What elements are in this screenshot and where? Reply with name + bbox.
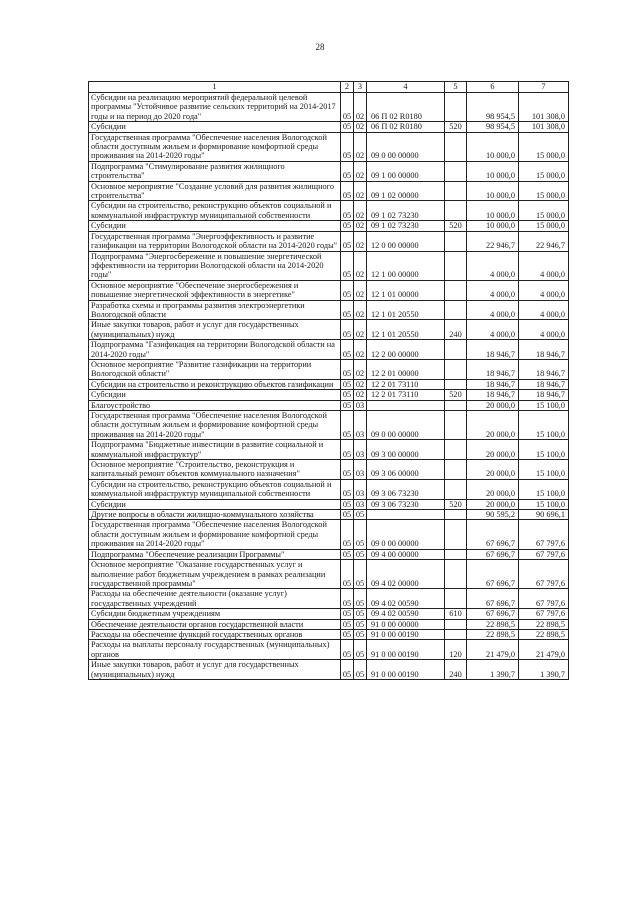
row-target-code-cell: 09 1 02 73230 [367,201,445,221]
row-section-cell: 05 [341,549,354,559]
row-expense-type-cell [445,479,467,499]
table-row [89,619,569,629]
row-subsection-cell: 03 [354,411,367,440]
table-row [89,161,569,181]
row-value-year1-cell: 20 000,0 [467,499,519,509]
row-section-cell: 05 [341,251,354,280]
row-section-cell: 05 [341,181,354,201]
table-row [89,400,569,410]
row-expense-type-cell: 610 [445,609,467,619]
row-value-year1-cell: 20 000,0 [467,411,519,440]
row-section-cell: 05 [341,320,354,340]
row-name-cell: Субсидии бюджетным учреждениям [89,609,341,619]
row-value-year1-cell: 1 390,7 [467,660,519,680]
row-expense-type-cell [445,201,467,221]
row-subsection-cell: 03 [354,499,367,509]
row-value-year2-cell: 4 000,0 [519,320,569,340]
row-expense-type-cell [445,251,467,280]
row-expense-type-cell [445,629,467,639]
row-expense-type-cell [445,589,467,609]
row-value-year1-cell: 90 595,2 [467,510,519,520]
row-value-year1-cell: 20 000,0 [467,400,519,410]
row-target-code-cell: 09 3 06 00000 [367,460,445,480]
row-value-year2-cell: 1 390,7 [519,660,569,680]
row-name-cell: Основное мероприятие "Развитие газификации на территории Вологодской области" [89,359,341,379]
row-name-cell: Субсидии [89,390,341,400]
row-expense-type-cell [445,510,467,520]
row-subsection-cell: 03 [354,460,367,480]
table-row [89,359,569,379]
row-value-year1-cell: 18 946,7 [467,390,519,400]
row-target-code-cell: 12 0 00 00000 [367,231,445,251]
row-name-cell: Государственная программа "Энергоэффективность и развитие газификации на территории Вологодской области на 2014-2020 годы" [89,231,341,251]
table-row [89,251,569,280]
row-target-code-cell: 06 П 02 R0180 [367,122,445,132]
row-subsection-cell: 05 [354,609,367,619]
row-target-code-cell: 12 2 01 73110 [367,379,445,389]
row-section-cell: 05 [341,411,354,440]
row-value-year2-cell: 67 797,6 [519,560,569,589]
row-target-code-cell: 91 0 00 00000 [367,619,445,629]
row-name-cell: Государственная программа "Обеспечение населения Вологодской области доступным жильем и формирование комфортной среды проживания на 2014-2020 годы" [89,520,341,549]
row-target-code-cell: 12 1 01 20550 [367,300,445,320]
row-subsection-cell: 02 [354,251,367,280]
table-row [89,340,569,360]
row-name-cell: Обеспечение деятельности органов государственной власти [89,619,341,629]
row-name-cell: Субсидии [89,122,341,132]
row-name-cell: Субсидии на строительство, реконструкцию объектов социальной и коммунальной инфраструктур муниципальной собственности [89,479,341,499]
row-value-year2-cell: 67 797,6 [519,609,569,619]
row-value-year1-cell: 4 000,0 [467,300,519,320]
row-name-cell: Государственная программа "Обеспечение населения Вологодской области доступным жильем и формирование комфортной среды проживания на 2014-2020 годы" [89,411,341,440]
row-target-code-cell: 91 0 00 00190 [367,640,445,660]
row-value-year2-cell: 67 797,6 [519,520,569,549]
row-subsection-cell: 05 [354,629,367,639]
row-expense-type-cell: 120 [445,640,467,660]
row-value-year1-cell: 18 946,7 [467,340,519,360]
row-expense-type-cell: 520 [445,221,467,231]
row-section-cell: 05 [341,280,354,300]
row-name-cell: Основное мероприятие "Оказание государственных услуг и выполнение работ бюджетным учреждением в рамках реализации государственной программы" [89,560,341,589]
row-name-cell: Подпрограмма "Бюджетные инвестиции в развитие социальной и коммунальной инфраструктур" [89,440,341,460]
row-name-cell: Иные закупки товаров, работ и услуг для государственных (муниципальных) нужд [89,660,341,680]
row-value-year2-cell: 15 100,0 [519,460,569,480]
row-value-year1-cell: 18 946,7 [467,359,519,379]
table-row [89,132,569,161]
header-cell-5: 5 [445,82,467,93]
row-name-cell: Другие вопросы в области жилищно-коммунального хозяйства [89,510,341,520]
row-section-cell: 05 [341,609,354,619]
row-expense-type-cell [445,359,467,379]
row-target-code-cell: 09 4 02 00000 [367,560,445,589]
row-expense-type-cell [445,560,467,589]
row-target-code-cell: 91 0 00 00190 [367,629,445,639]
row-section-cell: 05 [341,460,354,480]
row-value-year1-cell: 20 000,0 [467,460,519,480]
row-subsection-cell: 02 [354,359,367,379]
row-value-year1-cell: 67 696,7 [467,549,519,559]
row-value-year1-cell: 10 000,0 [467,221,519,231]
row-target-code-cell: 12 1 01 00000 [367,280,445,300]
row-section-cell: 05 [341,221,354,231]
row-subsection-cell: 05 [354,619,367,629]
row-name-cell: Разработка схемы и программы развития электроэнергетики Вологодской области [89,300,341,320]
row-subsection-cell: 05 [354,589,367,609]
row-section-cell: 05 [341,510,354,520]
row-value-year2-cell: 15 100,0 [519,499,569,509]
row-name-cell: Государственная программа "Обеспечение населения Вологодской области доступным жильем и формирование комфортной среды проживания на 2014-2020 годы" [89,132,341,161]
row-target-code-cell: 09 1 02 00000 [367,181,445,201]
row-value-year2-cell: 4 000,0 [519,280,569,300]
row-value-year1-cell: 98 954,5 [467,93,519,122]
row-name-cell: Субсидии [89,221,341,231]
row-subsection-cell: 02 [354,340,367,360]
row-name-cell: Основное мероприятие "Создание условий для развития жилищного строительства" [89,181,341,201]
row-section-cell: 05 [341,660,354,680]
row-value-year2-cell: 15 100,0 [519,479,569,499]
table-row [89,520,569,549]
table-row [89,629,569,639]
row-target-code-cell: 09 3 00 00000 [367,440,445,460]
budget-table [88,81,569,680]
row-value-year1-cell: 67 696,7 [467,560,519,589]
row-target-code-cell: 12 2 00 00000 [367,340,445,360]
row-expense-type-cell [445,280,467,300]
row-value-year1-cell: 22 898,5 [467,619,519,629]
row-section-cell: 05 [341,499,354,509]
row-expense-type-cell [445,340,467,360]
row-subsection-cell: 02 [354,122,367,132]
row-expense-type-cell [445,411,467,440]
table-row [89,660,569,680]
row-value-year2-cell: 15 100,0 [519,411,569,440]
row-name-cell: Расходы на обеспечение функций государственных органов [89,629,341,639]
row-target-code-cell: 09 0 00 00000 [367,411,445,440]
row-target-code-cell: 09 4 00 00000 [367,549,445,559]
table-row [89,390,569,400]
row-name-cell: Субсидии на строительство, реконструкцию объектов социальной и коммунальной инфраструктур муниципальной собственности [89,201,341,221]
table-row [89,93,569,122]
row-value-year2-cell: 15 000,0 [519,161,569,181]
row-value-year2-cell: 4 000,0 [519,251,569,280]
row-expense-type-cell [445,440,467,460]
row-subsection-cell: 02 [354,161,367,181]
row-section-cell: 05 [341,231,354,251]
row-expense-type-cell [445,460,467,480]
row-section-cell: 05 [341,300,354,320]
row-subsection-cell: 02 [354,93,367,122]
row-target-code-cell: 91 0 00 00190 [367,660,445,680]
row-subsection-cell: 02 [354,201,367,221]
row-target-code-cell: 09 0 00 00000 [367,132,445,161]
row-section-cell: 05 [341,560,354,589]
row-value-year2-cell: 15 100,0 [519,400,569,410]
row-value-year2-cell: 22 898,5 [519,629,569,639]
row-name-cell: Расходы на выплаты персоналу государственных (муниципальных) органов [89,640,341,660]
table-row [89,609,569,619]
row-value-year2-cell: 90 696,1 [519,510,569,520]
row-name-cell: Подпрограмма "Газификация на территории Вологодской области на 2014-2020 годы" [89,340,341,360]
row-target-code-cell: 09 3 06 73230 [367,479,445,499]
table-row [89,411,569,440]
row-name-cell: Иные закупки товаров, работ и услуг для государственных (муниципальных) нужд [89,320,341,340]
row-subsection-cell: 02 [354,221,367,231]
header-cell-6: 6 [467,82,519,93]
row-target-code-cell: 12 1 01 20550 [367,320,445,340]
row-section-cell: 05 [341,93,354,122]
row-value-year1-cell: 18 946,7 [467,379,519,389]
row-target-code-cell: 12 2 01 73110 [367,390,445,400]
row-section-cell: 05 [341,589,354,609]
row-value-year2-cell: 22 946,7 [519,231,569,251]
row-value-year1-cell: 10 000,0 [467,132,519,161]
row-value-year1-cell: 4 000,0 [467,251,519,280]
row-name-cell: Субсидии на реализацию мероприятий федеральной целевой программы "Устойчивое развитие сельских территорий на 2014-2017 годы и на период до 2020 года" [89,93,341,122]
row-target-code-cell: 12 2 01 00000 [367,359,445,379]
row-subsection-cell: 02 [354,300,367,320]
row-subsection-cell: 02 [354,181,367,201]
row-expense-type-cell: 520 [445,390,467,400]
row-section-cell: 05 [341,400,354,410]
row-subsection-cell: 05 [354,660,367,680]
row-value-year2-cell: 67 797,6 [519,589,569,609]
header-cell-7: 7 [519,82,569,93]
table-row [89,122,569,132]
table-row [89,560,569,589]
row-value-year2-cell: 101 308,0 [519,93,569,122]
table-row [89,231,569,251]
row-subsection-cell: 05 [354,560,367,589]
row-value-year2-cell: 101 308,0 [519,122,569,132]
row-name-cell: Благоустройство [89,400,341,410]
row-subsection-cell: 02 [354,320,367,340]
table-row [89,379,569,389]
row-value-year2-cell: 15 000,0 [519,201,569,221]
row-section-cell: 05 [341,201,354,221]
table-row [89,181,569,201]
row-expense-type-cell: 520 [445,499,467,509]
row-subsection-cell: 05 [354,520,367,549]
table-row [89,460,569,480]
row-name-cell: Подпрограмма "Стимулирование развития жилищного строительства" [89,161,341,181]
row-subsection-cell: 02 [354,132,367,161]
row-name-cell: Подпрограмма "Обеспечение реализации Программы" [89,549,341,559]
table-row [89,549,569,559]
row-target-code-cell: 09 4 02 00590 [367,589,445,609]
row-expense-type-cell: 240 [445,320,467,340]
row-section-cell: 05 [341,340,354,360]
row-subsection-cell: 05 [354,549,367,559]
row-target-code-cell: 09 0 00 00000 [367,520,445,549]
row-expense-type-cell [445,400,467,410]
row-target-code-cell: 06 П 02 R0180 [367,93,445,122]
table-row [89,479,569,499]
row-subsection-cell: 03 [354,440,367,460]
row-target-code-cell: 09 4 02 00590 [367,609,445,619]
row-target-code-cell: 09 1 00 00000 [367,161,445,181]
row-section-cell: 05 [341,629,354,639]
row-target-code-cell [367,400,445,410]
row-section-cell: 05 [341,161,354,181]
row-subsection-cell: 02 [354,231,367,251]
table-row [89,510,569,520]
table-row [89,201,569,221]
table-row [89,320,569,340]
row-value-year1-cell: 22 946,7 [467,231,519,251]
row-expense-type-cell [445,231,467,251]
row-section-cell: 05 [341,132,354,161]
row-expense-type-cell: 240 [445,660,467,680]
row-section-cell: 05 [341,640,354,660]
row-name-cell: Подпрограмма "Энергосбережение и повышение энергетической эффективности на территории Вологодской области на 2014-2020 годы" [89,251,341,280]
row-expense-type-cell [445,520,467,549]
row-expense-type-cell [445,132,467,161]
header-cell-3: 3 [354,82,367,93]
row-value-year2-cell: 18 946,7 [519,340,569,360]
row-value-year2-cell: 18 946,7 [519,379,569,389]
row-target-code-cell: 09 3 06 73230 [367,499,445,509]
row-value-year2-cell: 15 000,0 [519,181,569,201]
row-section-cell: 05 [341,379,354,389]
row-subsection-cell: 05 [354,510,367,520]
row-value-year1-cell: 20 000,0 [467,479,519,499]
row-subsection-cell: 05 [354,640,367,660]
row-value-year1-cell: 20 000,0 [467,440,519,460]
row-name-cell: Основное мероприятие "Обеспечение энергосбережения и повышение энергетической эффективности в энергетике" [89,280,341,300]
row-value-year1-cell: 21 479,0 [467,640,519,660]
row-name-cell: Основное мероприятие "Строительство, реконструкция и капитальный ремонт объектов коммунального назначения" [89,460,341,480]
row-value-year1-cell: 67 696,7 [467,609,519,619]
row-section-cell: 05 [341,440,354,460]
row-name-cell: Субсидии [89,499,341,509]
row-value-year1-cell: 98 954,5 [467,122,519,132]
row-value-year2-cell: 22 898,5 [519,619,569,629]
header-cell-2: 2 [341,82,354,93]
table-row [89,221,569,231]
row-expense-type-cell [445,549,467,559]
row-subsection-cell: 02 [354,280,367,300]
row-subsection-cell: 02 [354,379,367,389]
table-row [89,440,569,460]
header-cell-1: 1 [89,82,341,93]
row-value-year1-cell: 10 000,0 [467,201,519,221]
row-value-year1-cell: 4 000,0 [467,280,519,300]
row-value-year2-cell: 4 000,0 [519,300,569,320]
row-value-year1-cell: 67 696,7 [467,589,519,609]
row-target-code-cell: 12 1 00 00000 [367,251,445,280]
row-expense-type-cell [445,300,467,320]
row-section-cell: 05 [341,619,354,629]
header-cell-4: 4 [367,82,445,93]
row-target-code-cell: 09 1 02 73230 [367,221,445,231]
table-row [89,640,569,660]
row-expense-type-cell [445,93,467,122]
row-value-year1-cell: 10 000,0 [467,161,519,181]
row-section-cell: 05 [341,122,354,132]
row-subsection-cell: 03 [354,400,367,410]
table-row [89,280,569,300]
row-value-year1-cell: 22 898,5 [467,629,519,639]
row-value-year2-cell: 15 100,0 [519,440,569,460]
row-expense-type-cell [445,181,467,201]
row-subsection-cell: 02 [354,390,367,400]
table-header-row [89,82,569,93]
row-value-year2-cell: 18 946,7 [519,390,569,400]
row-section-cell: 05 [341,479,354,499]
row-value-year2-cell: 15 000,0 [519,132,569,161]
row-name-cell: Субсидии на строительство и реконструкцию объектов газификации [89,379,341,389]
table-row [89,589,569,609]
row-target-code-cell [367,510,445,520]
row-value-year1-cell: 67 696,7 [467,520,519,549]
row-value-year1-cell: 10 000,0 [467,181,519,201]
row-section-cell: 05 [341,520,354,549]
row-section-cell: 05 [341,359,354,379]
row-subsection-cell: 03 [354,479,367,499]
row-name-cell: Расходы на обеспечение деятельности (оказание услуг) государственных учреждений [89,589,341,609]
row-value-year2-cell: 18 946,7 [519,359,569,379]
row-value-year2-cell: 15 000,0 [519,221,569,231]
row-expense-type-cell [445,161,467,181]
row-expense-type-cell: 520 [445,122,467,132]
row-value-year2-cell: 67 797,6 [519,549,569,559]
row-section-cell: 05 [341,390,354,400]
table-row [89,499,569,509]
page-number: 28 [315,42,325,52]
row-value-year1-cell: 4 000,0 [467,320,519,340]
row-value-year2-cell: 21 479,0 [519,640,569,660]
row-expense-type-cell [445,379,467,389]
row-expense-type-cell [445,619,467,629]
table-row [89,300,569,320]
